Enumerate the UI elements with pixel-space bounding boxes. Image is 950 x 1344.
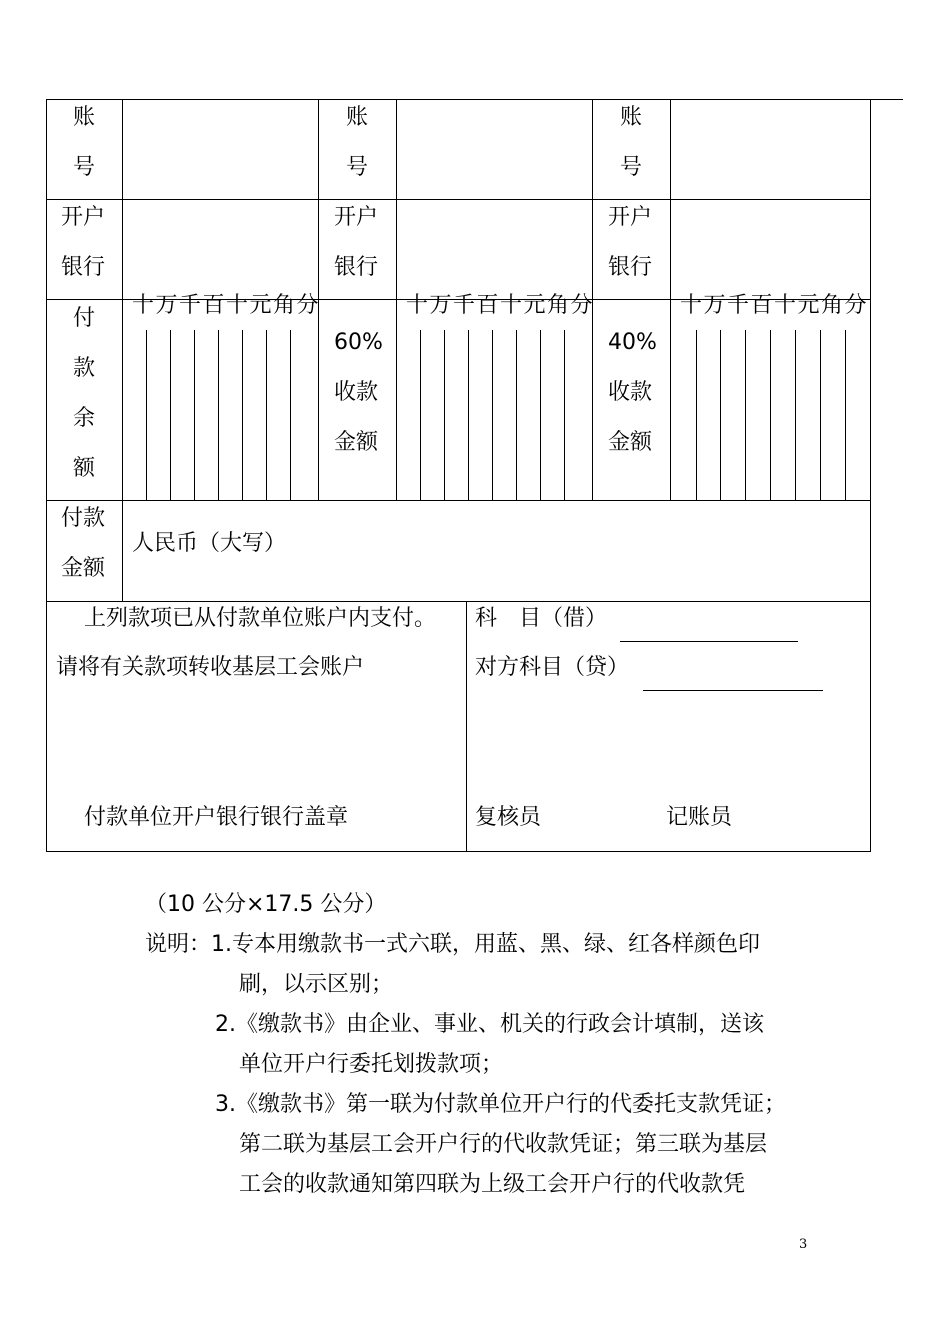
- digit-grid-line: [696, 330, 697, 500]
- collect-40-label: 40%: [608, 330, 657, 355]
- digit-grid-line: [845, 330, 846, 500]
- collect-60-label: 收款: [334, 380, 379, 405]
- column-divider: [670, 99, 671, 501]
- digit-grid-line: [516, 330, 517, 500]
- table-left-border: [46, 99, 47, 852]
- digit-grid-line: [194, 330, 195, 500]
- bank-label: 开户: [334, 205, 379, 230]
- digit-grid-line: [564, 330, 565, 500]
- table-top-border: [46, 99, 903, 100]
- digit-grid-line: [795, 330, 796, 500]
- table-right-border: [870, 99, 871, 852]
- subject-credit-label: 对方科目（贷）: [475, 655, 630, 680]
- note-line: 说明：1.专本用缴款书一式六联，用蓝、黑、绿、红各样颜色印: [145, 932, 760, 957]
- collect-60-label: 60%: [334, 330, 383, 355]
- column-divider: [466, 601, 467, 852]
- note-line: 单位开户行委托划拨款项；: [239, 1052, 504, 1077]
- digit-grid-line: [444, 330, 445, 500]
- reviewer-label: 复核员: [475, 805, 542, 830]
- collect-40-label: 金额: [608, 430, 653, 455]
- pay-amount-label: 付款: [61, 506, 106, 531]
- account-label: 号: [620, 155, 643, 180]
- payer-balance-label: 款: [73, 356, 96, 381]
- payer-balance-label: 额: [73, 456, 96, 481]
- payer-balance-label: 余: [73, 406, 96, 431]
- digit-grid-line: [242, 330, 243, 500]
- account-label: 账: [73, 105, 96, 130]
- digit-grid-line: [420, 330, 421, 500]
- note-line: 2.《缴款书》由企业、事业、机关的行政会计填制，送该: [215, 1012, 764, 1037]
- digit-grid-line: [820, 330, 821, 500]
- payer-balance-label: 付: [73, 306, 96, 331]
- digit-grid-line: [468, 330, 469, 500]
- row-divider: [46, 199, 871, 200]
- note-line: 第二联为基层工会开户行的代收款凭证；第三联为基层: [239, 1132, 768, 1157]
- account-label: 账: [620, 105, 643, 130]
- subject-debit-label: 科 目（借）: [475, 606, 608, 631]
- note-line: 3.《缴款书》第一联为付款单位开户行的代委托支款凭证；: [215, 1092, 786, 1117]
- statement-text: 上列款项已从付款单位账户内支付。: [84, 606, 437, 631]
- bank-label: 银行: [608, 255, 653, 280]
- digit-grid-line: [492, 330, 493, 500]
- subject-debit-underline[interactable]: [620, 641, 798, 642]
- bank-label: 开户: [61, 205, 106, 230]
- table-bottom-border: [46, 851, 871, 852]
- digit-grid-line: [745, 330, 746, 500]
- bank-label: 开户: [608, 205, 653, 230]
- row-divider: [46, 601, 871, 602]
- bank-label: 银行: [61, 255, 106, 280]
- digit-grid-line: [290, 330, 291, 500]
- page-number: 3: [799, 1237, 808, 1252]
- column-divider: [122, 99, 123, 602]
- digit-unit-header: 十万千百十元角分: [406, 293, 595, 318]
- note-line: 刷，以示区别；: [239, 972, 394, 997]
- digit-grid-line: [146, 330, 147, 500]
- digit-grid-line: [770, 330, 771, 500]
- account-label: 号: [346, 155, 369, 180]
- collect-60-label: 金额: [334, 430, 379, 455]
- size-note: （10 公分×17.5 公分）: [145, 892, 387, 917]
- row-divider: [46, 500, 871, 501]
- bank-label: 银行: [334, 255, 379, 280]
- digit-grid-line: [218, 330, 219, 500]
- digit-unit-header: 十万千百十元角分: [132, 293, 321, 318]
- account-label: 号: [73, 155, 96, 180]
- statement-text: 请将有关款项转收基层工会账户: [56, 655, 365, 680]
- column-divider: [396, 99, 397, 501]
- pay-amount-label: 金额: [61, 556, 106, 581]
- digit-grid-line: [720, 330, 721, 500]
- digit-grid-line: [170, 330, 171, 500]
- digit-unit-header: 十万千百十元角分: [680, 293, 869, 318]
- digit-grid-line: [540, 330, 541, 500]
- account-label: 账: [346, 105, 369, 130]
- note-line: 工会的收款通知第四联为上级工会开户行的代收款凭: [239, 1172, 746, 1197]
- collect-40-label: 收款: [608, 380, 653, 405]
- bookkeeper-label: 记账员: [666, 805, 733, 830]
- rmb-uppercase-field[interactable]: 人民币（大写）: [132, 531, 287, 556]
- subject-credit-underline[interactable]: [643, 690, 823, 691]
- bank-seal-label: 付款单位开户银行银行盖章: [84, 805, 349, 830]
- digit-grid-line: [266, 330, 267, 500]
